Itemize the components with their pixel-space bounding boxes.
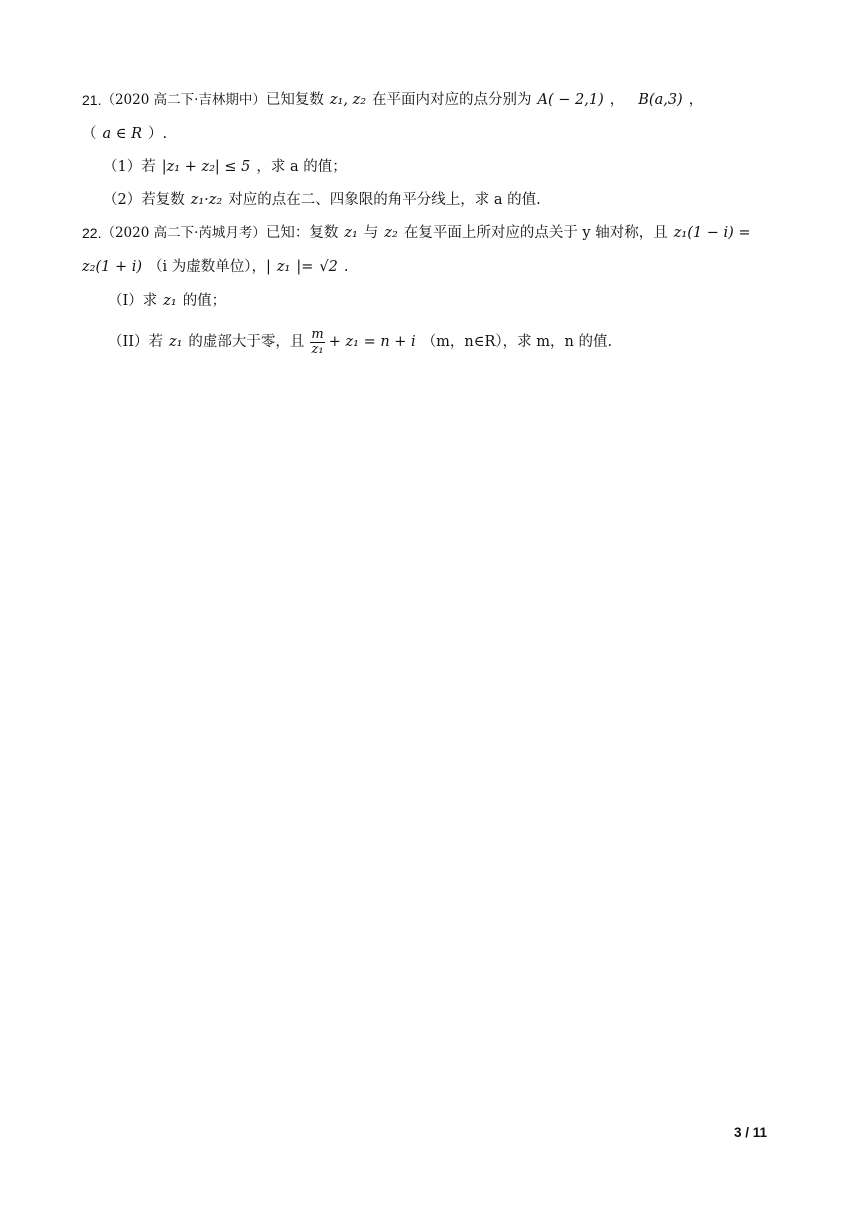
q21-part2-tail: 对应的点在二、四象限的角平分线上，求 a 的值.	[228, 192, 541, 208]
q22-part2-cond: （m，n∈R），求 m，n 的值.	[421, 334, 613, 350]
q22-eq-right: z₂(1 + i)	[82, 259, 142, 275]
q22-sqrt2: √2	[319, 259, 338, 275]
q21-part2	[103, 190, 541, 210]
q21-point-b: B(a,3)	[638, 92, 683, 108]
q22-fraction-denominator: z₁	[311, 341, 324, 357]
q22-part1	[108, 291, 226, 311]
q21-part1-tail: ，求 a 的值；	[256, 159, 347, 175]
q22-stem-line1	[82, 223, 757, 243]
q21-sep2: ，	[688, 92, 704, 108]
q22-z2: z₂	[384, 225, 398, 241]
q22-stem-a: 已知：复数	[265, 225, 339, 241]
q22-abs-eq: |=	[296, 259, 314, 275]
q21-cond-open: （	[82, 126, 97, 142]
q21-part1	[103, 157, 347, 177]
q22-source: （2020 高二下·芮城月考）	[101, 225, 266, 241]
q21-stem-line2	[82, 124, 167, 144]
q22-part2	[108, 327, 612, 357]
q21-stem-b: 在平面内对应的点分别为	[372, 92, 532, 108]
q22-abs-z1: z₁	[276, 259, 291, 275]
q21-number: 21.	[82, 92, 102, 108]
q21-part1-label: （1）若	[103, 159, 156, 175]
q22-stem-line2	[82, 257, 348, 277]
q22-part2-z1: z₁	[168, 334, 183, 350]
q22-part2-mid: 的虚部大于零，且	[188, 334, 305, 350]
q22-part1-z1: z₁	[163, 293, 177, 309]
q22-number: 22.	[82, 225, 102, 241]
q22-fraction	[310, 328, 324, 357]
q21-cond: a ∈ R	[102, 126, 143, 142]
q21-stem-a: 已知复数	[265, 92, 324, 108]
q22-stem-b: 在复平面上所对应的点关于 y 轴对称，且	[403, 225, 668, 241]
q22-z1: z₁	[344, 225, 358, 241]
q22-yu: 与	[363, 225, 379, 241]
q22-unit-note: （i 为虚数单位），|	[148, 259, 271, 275]
q22-fraction-numerator: m	[311, 326, 324, 342]
q22-part2-label: （II）若	[108, 334, 163, 350]
q22-eq-left: z₁(1 − i) =	[673, 225, 751, 241]
q22-end: .	[343, 259, 349, 275]
page-number: 3 / 11	[734, 1125, 768, 1140]
q22-part1-label: （I）求	[108, 293, 158, 309]
q21-part2-label: （2）若复数	[103, 192, 185, 208]
q21-cond-close: ）.	[148, 126, 168, 142]
q22-part2-eq: + z₁ = n + i	[328, 334, 416, 350]
q21-sep1: ，	[609, 92, 625, 108]
q22-part1-tail: 的值；	[182, 293, 227, 309]
q21-z1z2: z₁, z₂	[329, 92, 367, 108]
q21-stem-line1	[82, 90, 703, 110]
q21-point-a: A( − 2,1)	[537, 92, 604, 108]
q21-part1-math: |z₁ + z₂| ≤ 5	[161, 159, 251, 175]
q21-part2-math: z₁·z₂	[190, 192, 223, 208]
q21-source: （2020 高二下·吉林期中）	[101, 92, 266, 108]
